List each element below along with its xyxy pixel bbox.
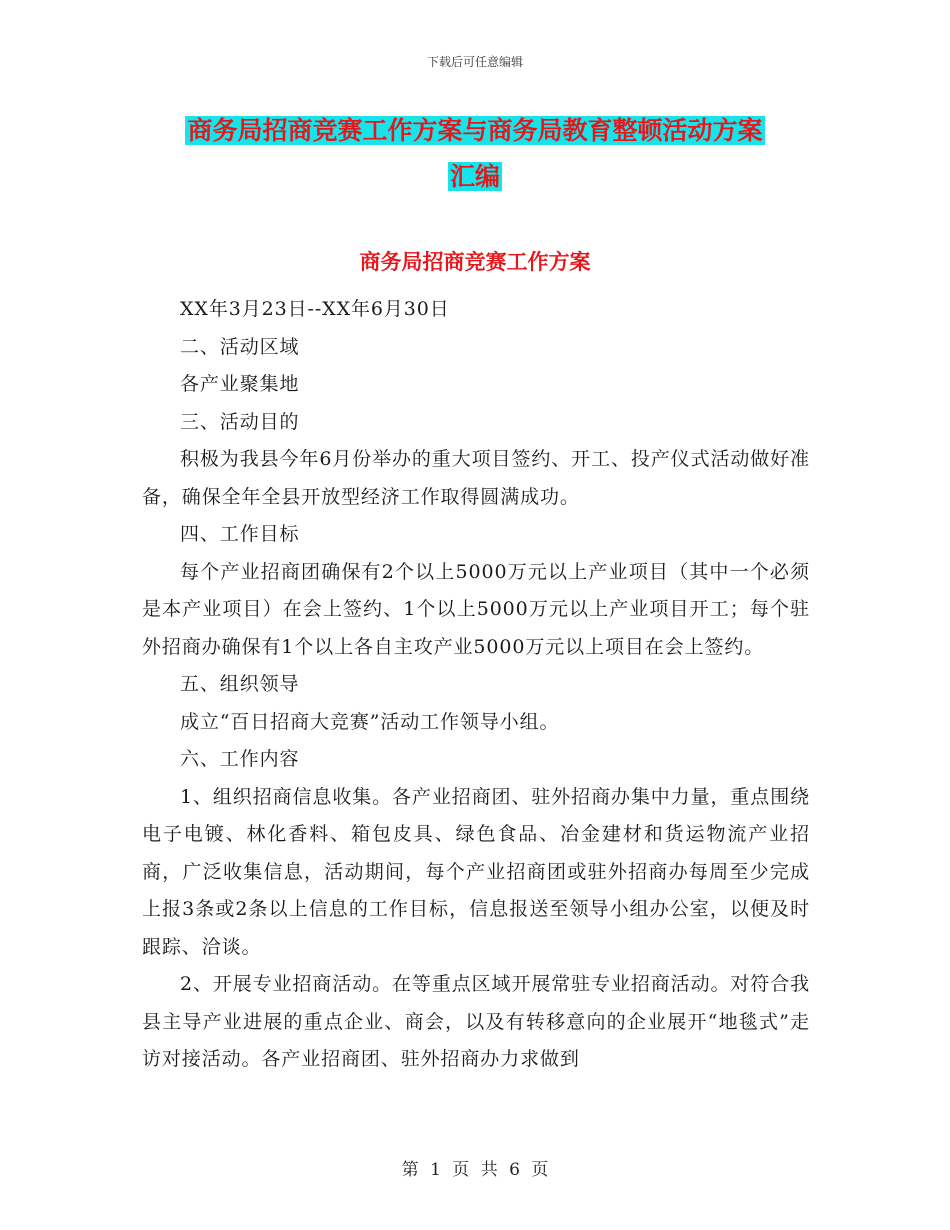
paragraph-activity-area: 各产业聚集地	[180, 373, 300, 395]
paragraph-work-content-1: 1、组织招商信息收集。各产业招商团、驻外招商办集中力量，重点围绕电子电镀、林化香料、箱包皮具、绿色食品、冶金建材和货运物流产业招商，广泛收集信息，活动期间，每个产业招商团或驻外招商办每周至少完成上报3条或2条以上信息的工作目标，信息报送至领导小组办公室，以便及时跟踪、洽谈。	[142, 785, 810, 958]
heading-work-content: 六、工作内容	[180, 748, 300, 770]
paragraph-work-content-2: 2、开展专业招商活动。在等重点区域开展常驻专业招商活动。对符合我县主导产业进展的重点企业、商会，以及有转移意向的企业展开“地毯式”走访对接活动。各产业招商团、驻外招商办力求做到	[142, 973, 810, 1070]
paragraph-date-range: XX年3月23日--XX年6月30日	[180, 298, 450, 320]
page-header-note: 下载后可任意编辑	[426, 55, 523, 69]
paragraph-work-goals: 每个产业招商团确保有2个以上5000万元以上产业项目（其中一个必须是本产业项目）在会上签约、1个以上5000万元以上产业项目开工；每个驻外招商办确保有1个以上各自主攻产业5000万元以上项目在会上签约。	[142, 560, 810, 658]
page-number: 第 1 页 共 6 页	[401, 1160, 549, 1180]
section-title: 商务局招商竞赛工作方案	[359, 250, 591, 274]
heading-work-goals: 四、工作目标	[180, 523, 300, 545]
heading-activity-purpose: 三、活动目的	[180, 410, 300, 433]
document-title-line2: 汇编	[449, 162, 500, 191]
paragraph-organization: 成立“百日招商大竞赛”活动工作领导小组。	[180, 710, 560, 733]
document-title	[140, 108, 810, 200]
document-body	[142, 291, 810, 1079]
document-title-line1: 商务局招商竞赛工作方案与商务局教育整顿活动方案	[187, 116, 763, 145]
heading-activity-area: 二、活动区域	[180, 335, 300, 358]
paragraph-activity-purpose: 积极为我县今年6月份举办的重大项目签约、开工、投产仪式活动做好准备，确保全年全县开放型经济工作取得圆满成功。	[142, 448, 810, 508]
heading-organization: 五、组织领导	[180, 673, 300, 695]
